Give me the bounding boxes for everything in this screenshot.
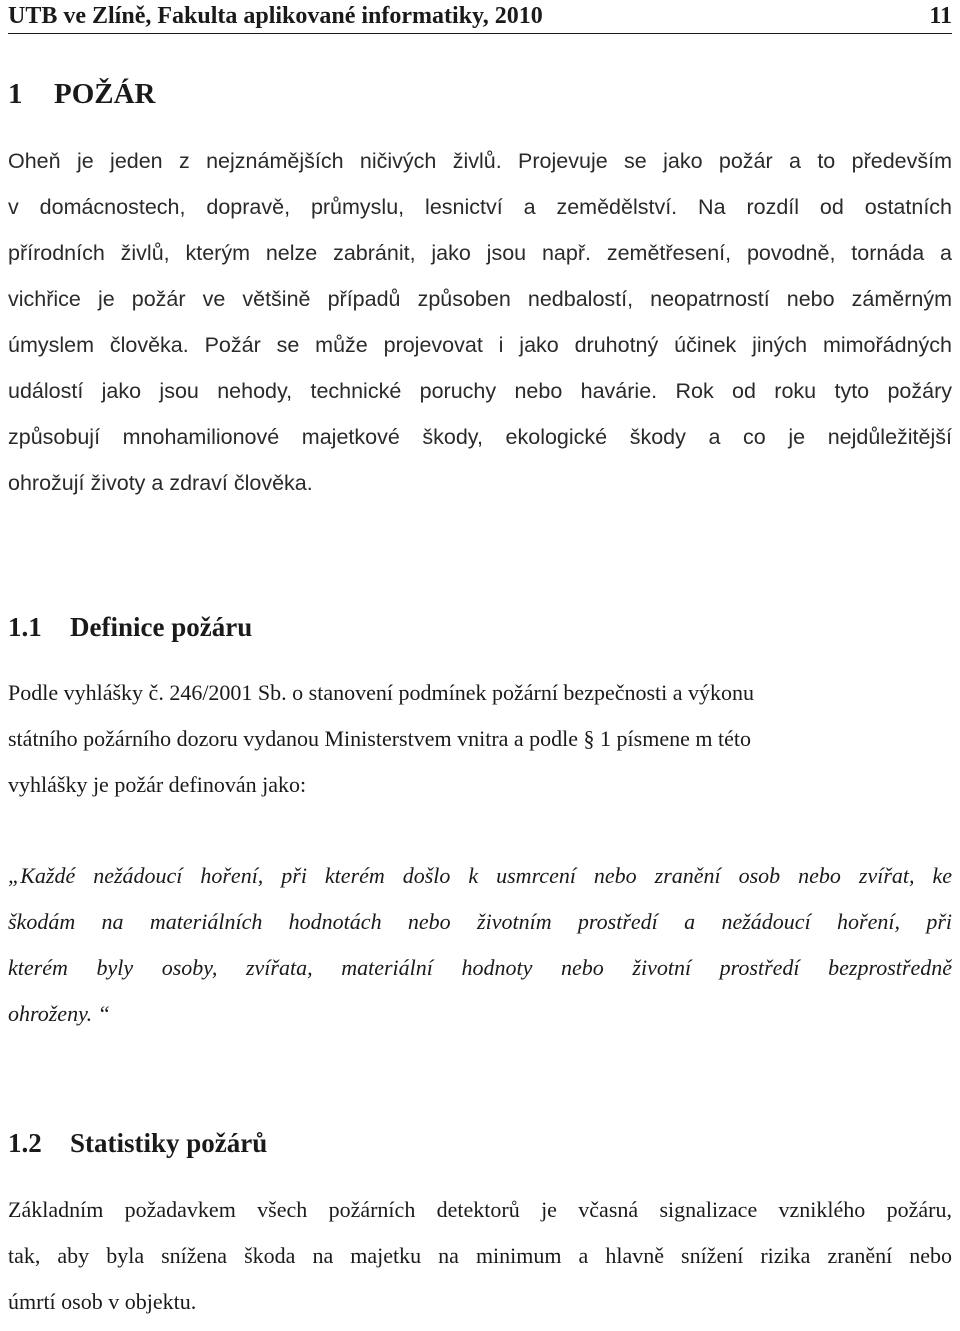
running-header	[8, 0, 952, 32]
chapter-paragraph	[8, 144, 952, 512]
header-rule	[8, 33, 952, 34]
definition-intro	[8, 676, 952, 814]
paragraph-line: státního požárního dozoru vydanou Ministerstvem vnitra a podle § 1 písmene m této	[8, 726, 751, 751]
quote-line: ohroženy. “	[8, 1001, 110, 1026]
paragraph-line: ohrožují životy a zdraví člověka.	[8, 471, 313, 495]
paragraph-line: úmyslem člověka. Požár se může projevovat i jako druhotný účinek jiných mimořádných	[8, 333, 952, 357]
section-heading-statistiky	[8, 1128, 267, 1159]
chapter-number: 1	[8, 78, 23, 110]
section-title: Statistiky požárů	[70, 1128, 268, 1158]
paragraph-line: úmrtí osob v objektu.	[8, 1289, 197, 1314]
quote-line: kterém byly osoby, zvířata, materiální hodnoty nebo životní prostředí bezprostředně	[8, 955, 952, 980]
paragraph-line: Podle vyhlášky č. 246/2001 Sb. o stanovení podmínek požární bezpečnosti a výkonu	[8, 680, 755, 705]
section-title: Definice požáru	[70, 612, 253, 642]
statistics-paragraph	[8, 1193, 952, 1331]
section-number: 1.2	[8, 1128, 42, 1158]
paragraph-line: v domácnostech, dopravě, průmyslu, lesnictví a zemědělství. Na rozdíl od ostatních	[8, 195, 952, 219]
page-number: 11	[929, 2, 952, 29]
paragraph-line: vyhlášky je požár definován jako:	[8, 772, 307, 797]
paragraph-line: Základním požadavkem všech požárních detektorů je včasná signalizace vzniklého požáru,	[8, 1197, 952, 1222]
paragraph-line: způsobují mnohamilionové majetkové škody, ekologické škody a co je nejdůležitější	[8, 425, 952, 449]
section-number: 1.1	[8, 612, 42, 642]
section-heading-definice	[8, 612, 252, 643]
quote-line: „Každé nežádoucí hoření, při kterém došlo k usmrcení nebo zranění osob nebo zvířat, ke	[8, 863, 952, 888]
quote-line: škodám na materiálních hodnotách nebo životním prostředí a nežádoucí hoření, při	[8, 909, 952, 934]
chapter-title: POŽÁR	[54, 78, 156, 110]
header-institution: UTB ve Zlíně, Fakulta aplikované informatiky, 2010	[8, 2, 543, 29]
chapter-heading	[8, 78, 156, 111]
paragraph-line: vichřice je požár ve většině případů způsoben nedbalostí, neopatrností nebo záměrným	[8, 287, 952, 311]
paragraph-line: přírodních živlů, kterým nelze zabránit, jako jsou např. zemětřesení, povodně, tornáda a	[8, 241, 952, 265]
paragraph-line: tak, aby byla snížena škoda na majetku na minimum a hlavně snížení rizika zranění nebo	[8, 1243, 952, 1268]
paragraph-line: Oheň je jeden z nejznámějších ničivých živlů. Projevuje se jako požár a to především	[8, 149, 952, 173]
definition-quote	[8, 859, 952, 1043]
paragraph-line: událostí jako jsou nehody, technické poruchy nebo havárie. Rok od roku tyto požáry	[8, 379, 952, 403]
